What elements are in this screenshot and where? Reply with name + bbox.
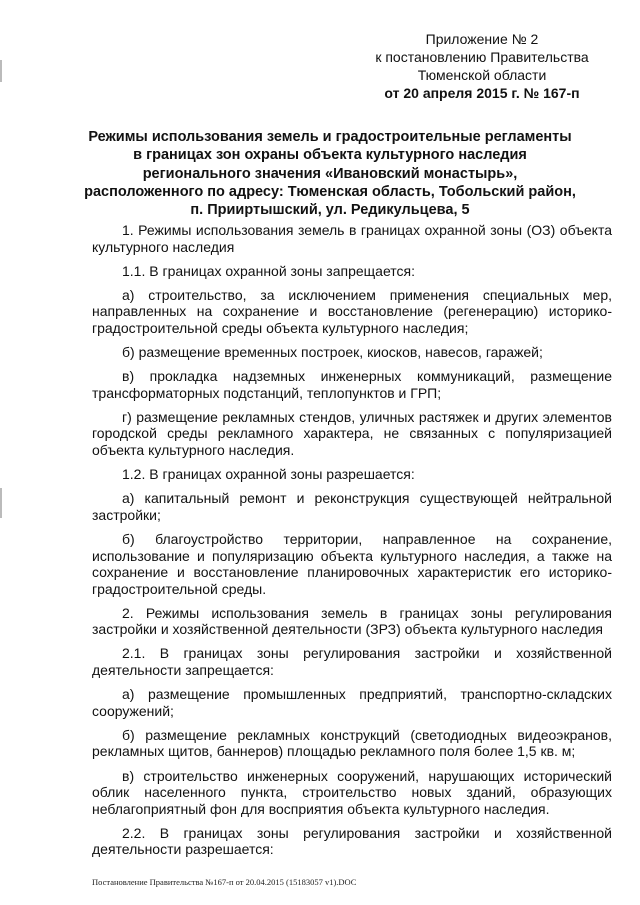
paragraph: г) размещение рекламных стендов, уличных растяжек и других элементов городской среды рекламного характера, не связанных с популяризацией объекта культурного наследия.	[92, 408, 612, 459]
paragraph: 2. Режимы использования земель в границах зоны регулирования застройки и хозяйственной деятельности (ЗРЗ) объекта культурного наследия	[92, 604, 612, 638]
paragraph: а) капитальный ремонт и реконструкция существующей нейтральной застройки;	[92, 490, 612, 523]
paragraph: б) благоустройство территории, направленное на сохранение, использование и популяризацию объекта культурного наследия, а также на сохранение и восстановление планировочных характеристик его историко-градостроительной среды.	[92, 530, 612, 597]
title-line: в границах зон охраны объекта культурного наследия	[133, 147, 527, 164]
paragraph: 1. Режимы использования земель в границах охранной зоны (ОЗ) объекта культурного наследия	[92, 222, 612, 255]
paragraph: а) строительство, за исключением применения специальных мер, направленных на сохранение и восстановление (регенерацию) историко-градостроительной среды объекта культурного наследия;	[92, 286, 612, 336]
paragraph: 1.1. В границах охранной зоны запрещается:	[122, 262, 415, 279]
annex-reference: к постановлению Правительства	[375, 49, 589, 65]
paragraph: 1.2. В границах охранной зоны разрешается:	[122, 466, 415, 483]
scan-edge-mark	[0, 60, 2, 82]
paragraph: а) размещение промышленных предприятий, транспортно-складских сооружений;	[92, 686, 612, 719]
annex-date: от 20 апреля 2015 г. № 167-п	[384, 85, 580, 101]
scan-edge-mark	[0, 488, 2, 518]
title-line: регионального значения «Ивановский монастырь»,	[142, 165, 518, 182]
paragraph: 2.2. В границах зоны регулирования застройки и хозяйственной деятельности разрешается:	[92, 824, 612, 858]
document-footer: Постановление Правительства №167-п от 20.04.2015 (15183057 v1).DOC	[92, 877, 357, 887]
document-body	[92, 222, 612, 866]
annex-number: Приложение № 2	[425, 31, 539, 47]
title-line: п. Прииртышский, ул. Редикульцева, 5	[190, 202, 470, 219]
paragraph: в) строительство инженерных сооружений, нарушающих исторический облик населенного пункта, строительство новых зданий, образующих неблагоприятный фон для восприятия объекта культурного наследия.	[92, 767, 612, 817]
document-title	[60, 128, 600, 219]
paragraph: 2.1. В границах зоны регулирования застройки и хозяйственной деятельности запрещается:	[92, 645, 612, 679]
title-line: Режимы использования земель и градостроительные регламенты	[88, 129, 572, 145]
paragraph: в) прокладка надземных инженерных коммуникаций, размещение трансформаторных подстанций, теплопунктов и ГРП;	[92, 368, 612, 401]
annex-region: Тюменской области	[417, 67, 547, 83]
paragraph: б) размещение временных построек, киосков, навесов, гаражей;	[122, 344, 543, 361]
annex-header	[352, 30, 612, 102]
paragraph: б) размещение рекламных конструкций (светодиодных видеоэкранов, рекламных щитов, баннеров) площадью рекламного поля более 1,5 кв. м;	[92, 726, 612, 760]
title-line: расположенного по адресу: Тюменская область, Тобольский район,	[84, 183, 576, 200]
